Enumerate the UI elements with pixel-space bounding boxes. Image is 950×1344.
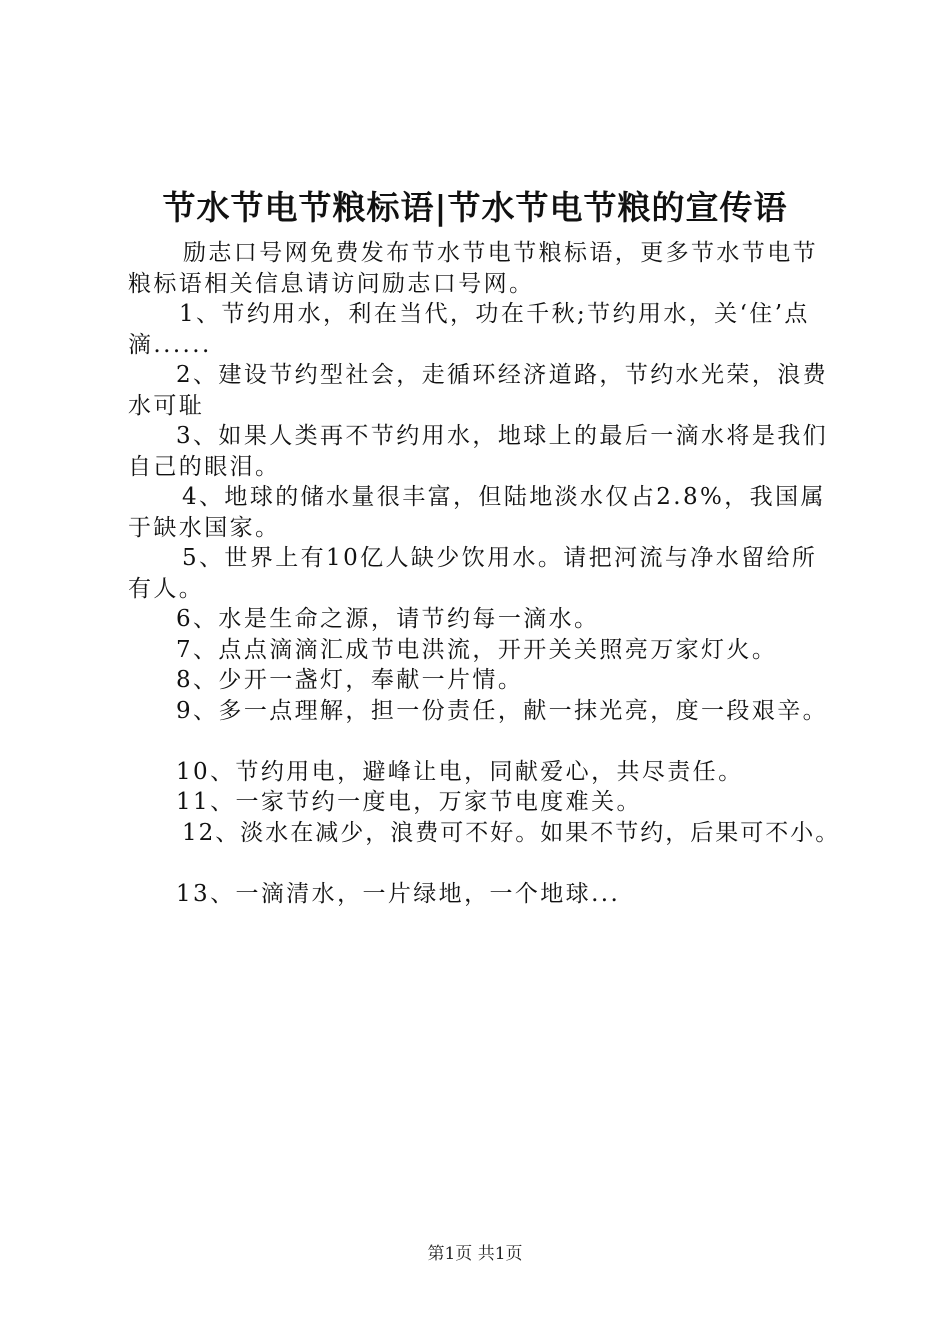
slogan-item-4: 4、地球的储水量很丰富，但陆地淡水仅占2.8%，我国属于缺水国家。: [128, 484, 826, 541]
slogan-item-10: 10、节约用电，避峰让电，同献爱心，共尽责任。: [176, 758, 744, 785]
slogan-item-3: 3、如果人类再不节约用水，地球上的最后一滴水将是我们自己的眼泪。: [128, 423, 829, 480]
slogan-item-5: 5、世界上有10亿人缺少饮用水。请把河流与净水留给所有人。: [128, 545, 818, 602]
slogan-item-11: 11、一家节约一度电，万家节电度难关。: [176, 789, 642, 815]
document-title: 节水节电节粮标语|节水节电节粮的宣传语: [162, 188, 788, 227]
document-body: [128, 238, 841, 909]
slogan-item-6: 6、水是生命之源，请节约每一滴水。: [176, 606, 600, 632]
slogan-item-13: 13、一滴清水，一片绿地，一个地球...: [176, 880, 621, 907]
blank-line: [128, 848, 834, 879]
slogan-item-12: 12、淡水在减少，浪费可不好。如果不节约，后果可不小。: [182, 819, 841, 846]
blank-line: [128, 726, 834, 757]
slogan-item-2: 2、建设节约型社会，走循环经济道路，节约水光荣，浪费水可耻: [128, 362, 829, 419]
page-footer: 第1页 共1页: [427, 1244, 523, 1264]
intro-paragraph: 励志口号网免费发布节水节电节粮标语，更多节水节电节粮标语相关信息请访问励志口号网。: [128, 240, 818, 297]
slogan-item-7: 7、点点滴滴汇成节电洪流，开开关关照亮万家灯火。: [176, 636, 778, 663]
slogan-item-9: 9、多一点理解，担一份责任，献一抹光亮，度一段艰辛。: [176, 697, 829, 724]
slogan-item-1: 1、节约用水，利在当代，功在千秋;节约用水，关‘住’点滴......: [128, 301, 810, 358]
slogan-item-8: 8、少开一盏灯，奉献一片情。: [176, 667, 524, 693]
